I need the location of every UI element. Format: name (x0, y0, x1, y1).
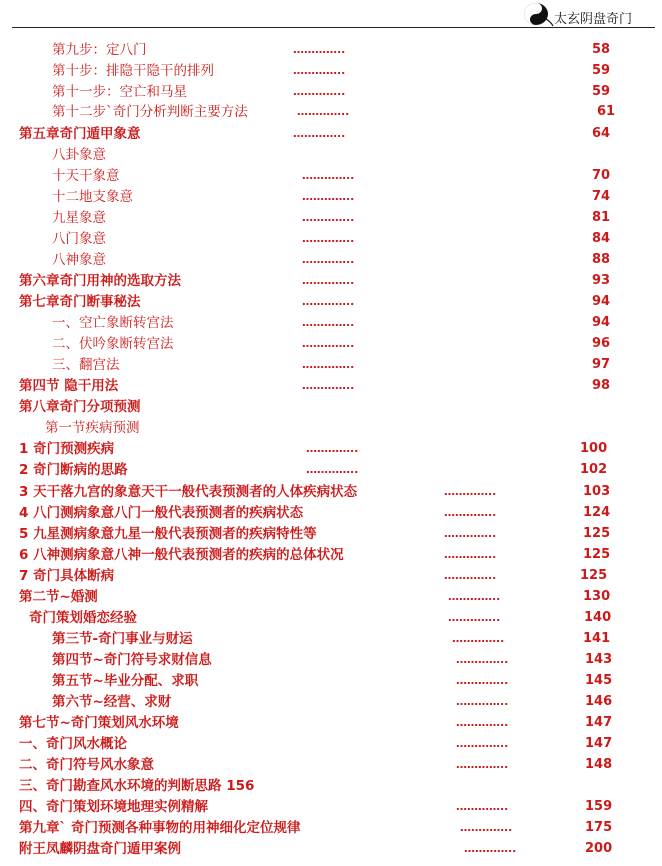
toc-title: 第四节 隐干用法 (19, 378, 119, 394)
toc-leader: ………….. (302, 316, 355, 329)
toc-row (0, 396, 662, 418)
toc-page: 146 (585, 694, 613, 709)
toc-page: 175 (585, 820, 613, 835)
toc-row (0, 775, 662, 797)
toc-title: 第十步：排隐干隐干的排列 (52, 63, 214, 79)
toc-title: 八神象意 (52, 252, 106, 268)
toc-row (0, 670, 662, 692)
toc-row (0, 101, 662, 123)
toc-page: 64 (592, 126, 611, 141)
toc-row (0, 838, 662, 860)
brand-title: 太玄阴盘奇门 (554, 12, 633, 27)
toc-title: 7 奇门具体断病 (19, 568, 115, 584)
toc-row (0, 628, 662, 650)
toc-title: 第九章` 奇门预测各种事物的用神细化定位规律 (19, 820, 301, 836)
toc-row (0, 249, 662, 271)
toc-title: 第一节疾病预测 (45, 420, 140, 436)
toc-leader: ………….. (464, 842, 517, 855)
toc-page: 147 (585, 736, 613, 751)
toc-title: 5 九星测病象意九星一般代表预测者的疾病特性等 (19, 526, 317, 542)
toc-title: 二、奇门符号风水象意 (19, 757, 154, 773)
toc-title: 第六节~经营、求财 (52, 694, 172, 710)
toc-page: 58 (592, 42, 611, 57)
toc-row (0, 754, 662, 776)
toc-title: 第六章奇门用神的选取方法 (19, 273, 181, 289)
toc-row (0, 649, 662, 671)
toc-title: 八卦象意 (52, 147, 106, 163)
toc-title: 4 八门测病象意八门一般代表预测者的疾病状态 (19, 505, 304, 521)
toc-leader: ………….. (302, 358, 355, 371)
toc-row (0, 312, 662, 334)
toc-title: 第十二步`奇门分析判断主要方法 (52, 104, 248, 120)
toc-page: 98 (592, 378, 611, 393)
toc-title: 奇门策划婚恋经验 (29, 610, 137, 626)
toc-page: 59 (592, 84, 611, 99)
toc-row (0, 186, 662, 208)
toc-row (0, 607, 662, 629)
toc-title: 三、翻宫法 (52, 357, 120, 373)
toc-leader: ………….. (302, 295, 355, 308)
toc-leader: ………….. (293, 43, 346, 56)
toc-row (0, 123, 662, 145)
toc-title: 十天干象意 (52, 168, 120, 184)
toc-leader: ………….. (302, 232, 355, 245)
toc-title: 第三节-奇门事业与财运 (52, 631, 193, 647)
toc-row (0, 481, 662, 503)
toc-leader: ………….. (302, 337, 355, 350)
toc-title: 2 奇门断病的思路 (19, 462, 128, 478)
toc-page: 93 (592, 273, 611, 288)
toc-row (0, 796, 662, 818)
toc-row (0, 333, 662, 355)
toc-row (0, 354, 662, 376)
toc-title: 第十一步：空亡和马星 (52, 84, 187, 100)
toc-page: 97 (592, 357, 611, 372)
toc-row (0, 502, 662, 524)
toc-page: 159 (585, 799, 613, 814)
toc-leader: ………….. (444, 506, 497, 519)
toc-leader: ………….. (302, 211, 355, 224)
toc-page: 88 (592, 252, 611, 267)
toc-leader: ………….. (456, 758, 509, 771)
toc-row (0, 544, 662, 566)
toc-row (0, 81, 662, 103)
toc-page: 100 (580, 441, 608, 456)
toc-page: 140 (584, 610, 612, 625)
toc-page: 59 (592, 63, 611, 78)
toc-title: 四、奇门策划环境地理实例精解 (19, 799, 208, 815)
toc-page: 74 (592, 189, 611, 204)
toc-title: 第七节~奇门策划风水环境 (19, 715, 179, 731)
toc-page: 103 (583, 484, 611, 499)
toc-row (0, 417, 662, 439)
toc-row (0, 270, 662, 292)
toc-leader: ………….. (293, 64, 346, 77)
toc-page: 70 (592, 168, 611, 183)
toc-page: 124 (583, 505, 611, 520)
toc-row (0, 144, 662, 166)
toc-page: 200 (585, 841, 613, 856)
toc-page: 96 (592, 336, 611, 351)
toc-leader: ………….. (444, 569, 497, 582)
toc-title: 1 奇门预测疾病 (19, 441, 115, 457)
toc-row (0, 459, 662, 481)
toc-page: 61 (597, 104, 616, 119)
toc-leader: ………….. (444, 527, 497, 540)
toc-page: 125 (583, 547, 611, 562)
toc-title: 附王凤麟阴盘奇门遁甲案例 (19, 841, 181, 857)
toc-leader: ………….. (448, 590, 501, 603)
toc-page: 147 (585, 715, 613, 730)
toc-page: 148 (585, 757, 613, 772)
toc-row (0, 375, 662, 397)
toc-title: 第五章奇门遁甲象意 (19, 126, 141, 142)
toc-row (0, 817, 662, 839)
toc-row (0, 438, 662, 460)
toc-page: 94 (592, 294, 611, 309)
toc-leader: ………….. (297, 105, 350, 118)
toc-page: 130 (583, 589, 611, 604)
toc-page: 84 (592, 231, 611, 246)
toc-row (0, 291, 662, 313)
toc-row (0, 228, 662, 250)
toc-page: 141 (583, 631, 611, 646)
toc-page: 143 (585, 652, 613, 667)
toc-page: 102 (580, 462, 608, 477)
toc-row (0, 733, 662, 755)
toc-leader: ………….. (302, 169, 355, 182)
toc-leader: ………….. (302, 190, 355, 203)
toc-leader: ………….. (456, 716, 509, 729)
toc-title: 第五节~毕业分配、求职 (52, 673, 199, 689)
toc-row (0, 60, 662, 82)
toc-title: 第四节~奇门符号求财信息 (52, 652, 212, 668)
toc-row (0, 712, 662, 734)
toc-title: 3 天干落九宫的象意天干一般代表预测者的人体疾病状态 (19, 484, 358, 500)
toc-leader: ………….. (452, 632, 505, 645)
toc-row (0, 207, 662, 229)
toc-page: 125 (580, 568, 608, 583)
toc-page: 81 (592, 210, 611, 225)
toc-row (0, 165, 662, 187)
toc-title: 一、空亡象断转宫法 (52, 315, 174, 331)
toc-row (0, 39, 662, 61)
toc-title: 九星象意 (52, 210, 106, 226)
toc-leader: ………….. (444, 485, 497, 498)
toc-row (0, 565, 662, 587)
toc-title: 第二节~婚测 (19, 589, 98, 605)
toc-leader: ………….. (444, 548, 497, 561)
toc-leader: ………….. (456, 653, 509, 666)
toc-leader: ………….. (460, 821, 513, 834)
toc-title: 一、奇门风水概论 (19, 736, 127, 752)
toc-title: 6 八神测病象意八神一般代表预测者的疾病的总体状况 (19, 547, 344, 563)
toc-leader: ………….. (456, 674, 509, 687)
toc-row (0, 691, 662, 713)
toc-leader: ………….. (306, 442, 359, 455)
toc-leader: ………….. (302, 253, 355, 266)
toc-leader: ………….. (448, 611, 501, 624)
toc-leader: ………….. (293, 127, 346, 140)
toc-title: 二、伏吟象断转宫法 (52, 336, 174, 352)
toc-row (0, 586, 662, 608)
toc-page: 125 (583, 526, 611, 541)
toc-leader: ………….. (302, 379, 355, 392)
toc-page: 145 (585, 673, 613, 688)
toc-title: 第九步：定八门 (52, 42, 147, 58)
toc-leader: ………….. (456, 737, 509, 750)
toc-row (0, 523, 662, 545)
toc-title: 三、奇门勘查风水环境的判断思路 156 (19, 778, 255, 794)
toc-title: 十二地支象意 (52, 189, 133, 205)
toc-leader: ………….. (293, 85, 346, 98)
toc-title: 八门象意 (52, 231, 106, 247)
toc-leader: ………….. (306, 463, 359, 476)
toc-title: 第七章奇门断事秘法 (19, 294, 141, 310)
toc-leader: ………….. (302, 274, 355, 287)
toc-page: 94 (592, 315, 611, 330)
toc-leader: ………….. (456, 800, 509, 813)
toc-leader: ………….. (456, 695, 509, 708)
toc-title: 第八章奇门分项预测 (19, 399, 141, 415)
